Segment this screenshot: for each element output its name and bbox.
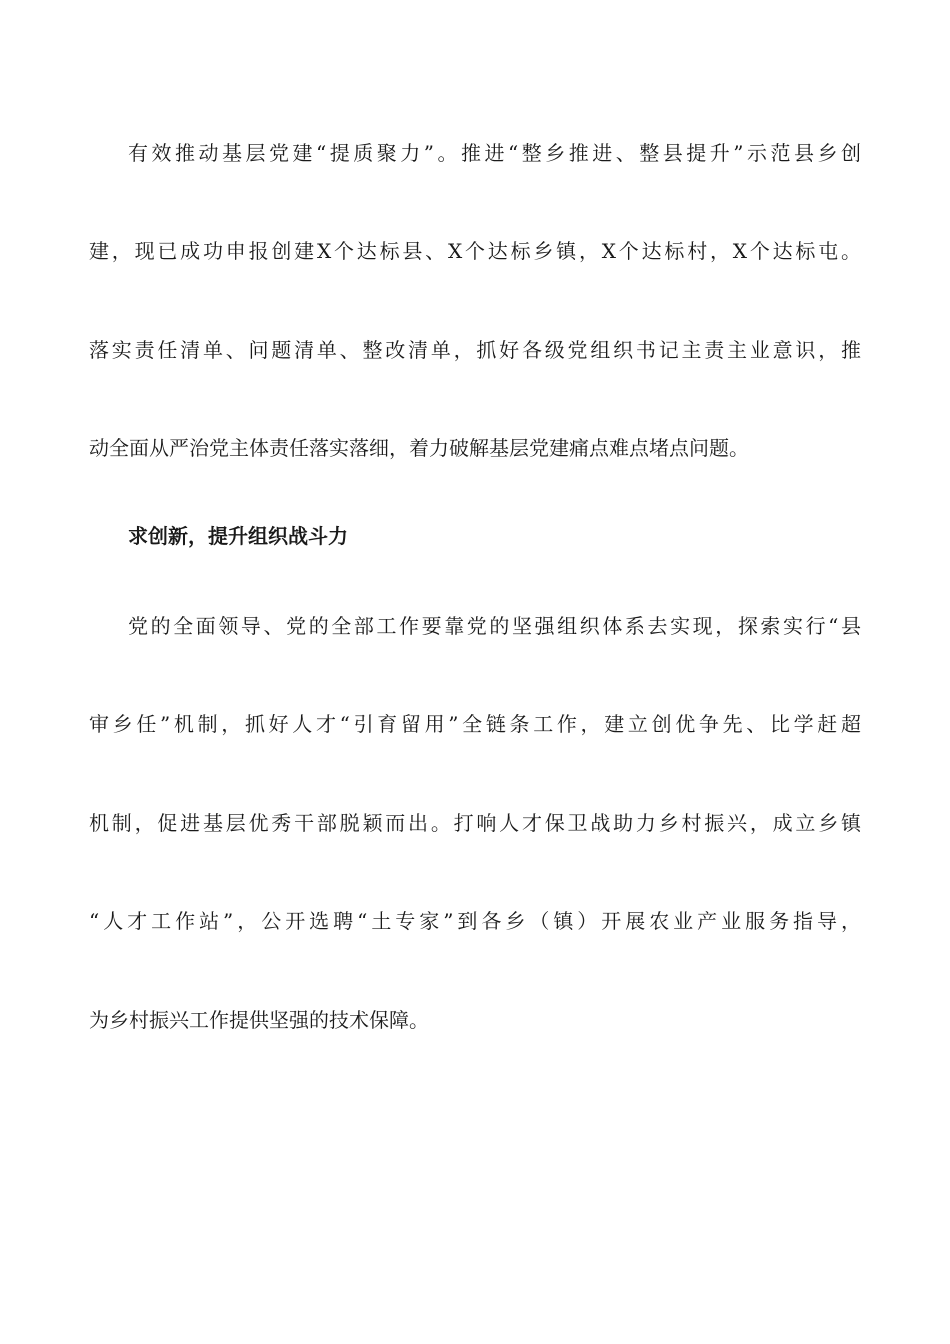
section-heading: 求创新，提升组织战斗力 <box>128 524 348 548</box>
paragraph-2-line-3: 机制，促进基层优秀干部脱颖而出。打响人才保卫战助力乡村振兴，成立乡镇 <box>89 811 861 835</box>
paragraph-2-line-1: 党的全面领导、党的全部工作要靠党的坚强组织体系去实现，探索实行“县 <box>128 614 861 638</box>
paragraph-2-line-5: 为乡村振兴工作提供坚强的技术保障。 <box>89 1008 429 1032</box>
paragraph-2-line-2: 审乡任”机制，抓好人才“引育留用”全链条工作，建立创优争先、比学赶超 <box>89 712 861 736</box>
paragraph-1-line-2: 建，现已成功申报创建X个达标县、X个达标乡镇，X个达标村，X个达标屯。 <box>89 239 861 263</box>
paragraph-2-line-4: “人才工作站”，公开选聘“土专家”到各乡（镇）开展农业产业服务指导， <box>89 909 861 933</box>
paragraph-1-line-3: 落实责任清单、问题清单、整改清单，抓好各级党组织书记主责主业意识，推 <box>89 338 861 362</box>
paragraph-1-line-1: 有效推动基层党建“提质聚力”。推进“整乡推进、整县提升”示范县乡创 <box>128 141 861 165</box>
paragraph-1-line-4: 动全面从严治党主体责任落实落细，着力破解基层党建痛点难点堵点问题。 <box>89 436 749 460</box>
